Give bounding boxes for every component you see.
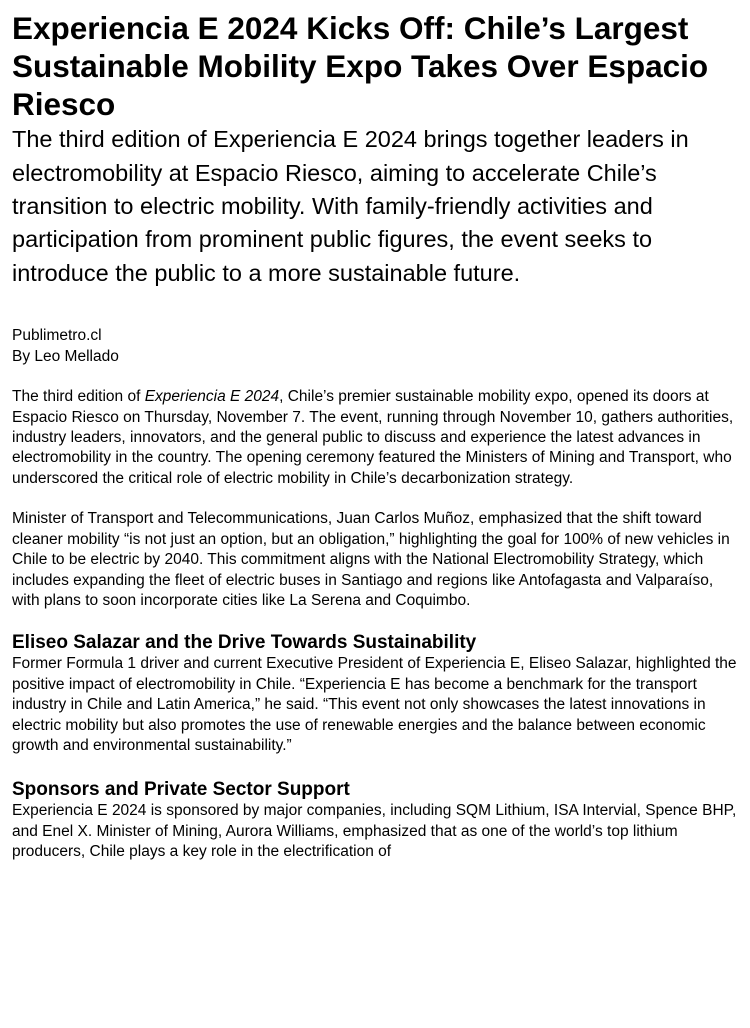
section-heading-sponsors: Sponsors and Private Sector Support [12, 778, 350, 800]
intro-paragraph [12, 387, 738, 489]
section-heading-salazar: Eliseo Salazar and the Drive Towards Sustainability [12, 631, 477, 653]
article-subtitle: The third edition of Experiencia E 2024 brings together leaders in electromobility at Espacio Riesco, aiming to accelerate Chile’s transition to electric mobility. With family-friendly activities and participation from prominent public figures, the event seeks to introduce the public to a more sustainable future. [12, 126, 689, 286]
byline [12, 326, 738, 367]
author-name: By Leo Mellado [12, 347, 119, 365]
source-name: Publimetro.cl [12, 327, 102, 345]
minister-transport-paragraph: Minister of Transport and Telecommunications, Juan Carlos Muñoz, emphasized that the shift toward cleaner mobility “is not just an option, but an obligation,” highlighting the goal for 100% of new vehicles in Chile to be electric by 2040. This commitment aligns with the National Electromobility Strategy, which includes expanding the fleet of electric buses in Santiago and regions like Antofagasta and Valparaíso, with plans to soon incorporate cities like La Serena and Coquimbo. [12, 510, 730, 610]
article-headline: Experiencia E 2024 Kicks Off: Chile’s Largest Sustainable Mobility Expo Takes Over Espacio Riesco [12, 10, 709, 122]
section-body-sponsors: Experiencia E 2024 is sponsored by major companies, including SQM Lithium, ISA Intervial, Spence BHP, and Enel X. Minister of Mining, Aurora Williams, emphasized that as one of the world’s top lithium producers, Chile plays a key role in the electrification of [12, 802, 737, 861]
intro-text: The third edition of [12, 388, 145, 406]
section-body-salazar: Former Formula 1 driver and current Executive President of Experiencia E, Eliseo Salazar, highlighted the positive impact of electromobility in Chile. “Experiencia E has become a benchmark for the transport industry in Chile and Latin America,” he said. “This event not only showcases the latest innovations in electric mobility but also promotes the use of renewable energies and the balance between economic growth and environmental sustainability.” [12, 655, 737, 755]
event-name-italic: Experiencia E 2024 [144, 388, 280, 406]
intro-text-rest: , Chile’s premier sustainable mobility expo, opened its doors at Espacio Riesco on Thursday, November 7. The event, running through November 10, gathers authorities, industry leaders, innovators, and the general public to discuss and experience the latest advances in electromobility in the country. The opening ceremony featured the Ministers of Mining and Transport, who underscored the critical role of electric mobility in Chile’s decarbonization strategy. [12, 388, 734, 487]
